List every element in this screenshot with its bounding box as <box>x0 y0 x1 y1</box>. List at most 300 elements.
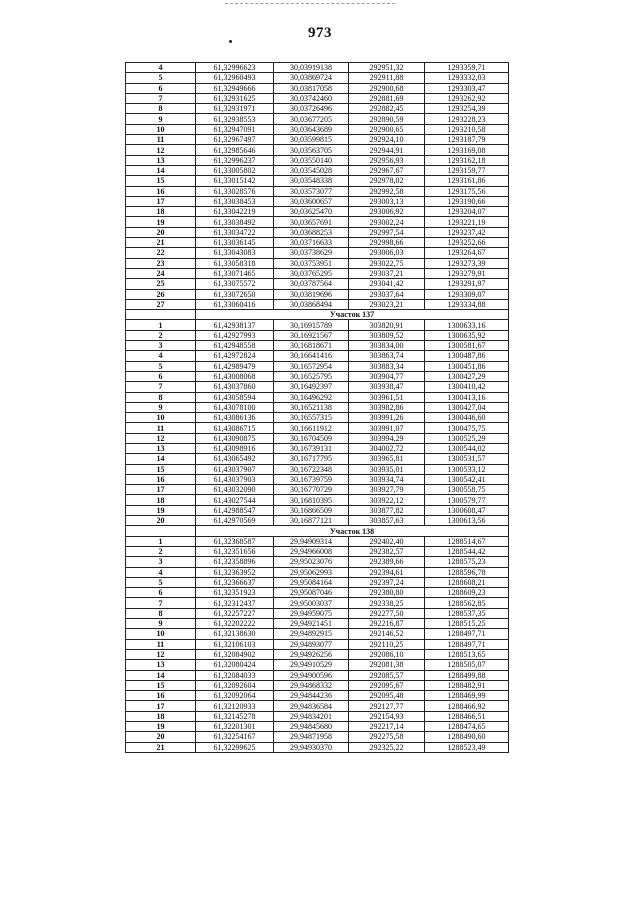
latitude-cell: 61,32351656 <box>196 546 274 556</box>
y-coordinate-cell: 1288466,92 <box>425 701 509 711</box>
y-coordinate-cell: 1293204,07 <box>425 207 509 217</box>
longitude-cell: 29,95023076 <box>274 557 349 567</box>
y-coordinate-cell: 1288562,85 <box>425 598 509 608</box>
x-coordinate-cell: 292095,48 <box>349 691 425 701</box>
table-row <box>126 619 509 629</box>
point-number-cell: 26 <box>126 289 196 299</box>
section-header-blank-cell <box>126 526 196 536</box>
point-number-cell: 17 <box>126 701 196 711</box>
table-row <box>126 423 509 433</box>
y-coordinate-cell: 1288497,71 <box>425 629 509 639</box>
y-coordinate-cell: 1293359,71 <box>425 63 509 73</box>
x-coordinate-cell: 303883,34 <box>349 361 425 371</box>
point-number-cell: 7 <box>126 93 196 103</box>
section-title: Участок 138 <box>196 526 509 536</box>
table-row <box>126 227 509 237</box>
longitude-cell: 30,03869724 <box>274 73 349 83</box>
x-coordinate-cell: 303809,52 <box>349 330 425 340</box>
longitude-cell: 30,16722348 <box>274 464 349 474</box>
section-header-row <box>126 526 509 536</box>
longitude-cell: 30,03657691 <box>274 217 349 227</box>
x-coordinate-cell: 292127,77 <box>349 701 425 711</box>
x-coordinate-cell: 292900,68 <box>349 83 425 93</box>
longitude-cell: 30,03563705 <box>274 145 349 155</box>
y-coordinate-cell: 1300608,47 <box>425 505 509 515</box>
latitude-cell: 61,32084033 <box>196 670 274 680</box>
y-coordinate-cell: 1293162,18 <box>425 155 509 165</box>
latitude-cell: 61,32363952 <box>196 567 274 577</box>
point-number-cell: 4 <box>126 351 196 361</box>
y-coordinate-cell: 1300451,86 <box>425 361 509 371</box>
latitude-cell: 61,43065492 <box>196 454 274 464</box>
y-coordinate-cell: 1293221,19 <box>425 217 509 227</box>
x-coordinate-cell: 292394,61 <box>349 567 425 577</box>
longitude-cell: 30,03817058 <box>274 83 349 93</box>
longitude-cell: 30,03548338 <box>274 176 349 186</box>
x-coordinate-cell: 303994,29 <box>349 433 425 443</box>
x-coordinate-cell: 293041,42 <box>349 279 425 289</box>
longitude-cell: 29,94844236 <box>274 691 349 701</box>
table-row <box>126 577 509 587</box>
x-coordinate-cell: 303961,51 <box>349 392 425 402</box>
point-number-cell: 19 <box>126 722 196 732</box>
y-coordinate-cell: 1300531,57 <box>425 454 509 464</box>
table-row <box>126 598 509 608</box>
x-coordinate-cell: 292967,67 <box>349 165 425 175</box>
point-number-cell: 15 <box>126 176 196 186</box>
y-coordinate-cell: 1293273,39 <box>425 258 509 268</box>
x-coordinate-cell: 293002,24 <box>349 217 425 227</box>
latitude-cell: 61,42988547 <box>196 505 274 515</box>
y-coordinate-cell: 1293237,42 <box>425 227 509 237</box>
y-coordinate-cell: 1293254,39 <box>425 104 509 114</box>
x-coordinate-cell: 303991,26 <box>349 413 425 423</box>
longitude-cell: 30,03643689 <box>274 124 349 134</box>
latitude-cell: 61,43098916 <box>196 443 274 453</box>
table-row <box>126 279 509 289</box>
x-coordinate-cell: 292380,80 <box>349 588 425 598</box>
longitude-cell: 30,16521138 <box>274 402 349 412</box>
x-coordinate-cell: 292997,54 <box>349 227 425 237</box>
point-number-cell: 8 <box>126 104 196 114</box>
latitude-cell: 61,42948558 <box>196 341 274 351</box>
point-number-cell: 13 <box>126 443 196 453</box>
latitude-cell: 61,32960493 <box>196 73 274 83</box>
longitude-cell: 30,16739759 <box>274 474 349 484</box>
point-number-cell: 11 <box>126 639 196 649</box>
longitude-cell: 29,94893077 <box>274 639 349 649</box>
longitude-cell: 30,16704509 <box>274 433 349 443</box>
latitude-cell: 61,32949666 <box>196 83 274 93</box>
x-coordinate-cell: 292978,02 <box>349 176 425 186</box>
y-coordinate-cell: 1288469,99 <box>425 691 509 701</box>
x-coordinate-cell: 303857,63 <box>349 516 425 526</box>
y-coordinate-cell: 1293159,77 <box>425 165 509 175</box>
point-number-cell: 18 <box>126 711 196 721</box>
longitude-cell: 30,03868494 <box>274 299 349 309</box>
point-number-cell: 18 <box>126 495 196 505</box>
table-row <box>126 516 509 526</box>
latitude-cell: 61,43037903 <box>196 474 274 484</box>
page-number: 973 <box>308 25 332 41</box>
latitude-cell: 61,33038492 <box>196 217 274 227</box>
y-coordinate-cell: 1300475,75 <box>425 423 509 433</box>
table-row <box>126 341 509 351</box>
latitude-cell: 61,43058594 <box>196 392 274 402</box>
table-row <box>126 63 509 73</box>
latitude-cell: 61,42970569 <box>196 516 274 526</box>
table-row <box>126 382 509 392</box>
longitude-cell: 30,16770729 <box>274 485 349 495</box>
x-coordinate-cell: 292216,87 <box>349 619 425 629</box>
x-coordinate-cell: 292882,45 <box>349 104 425 114</box>
latitude-cell: 61,32996237 <box>196 155 274 165</box>
longitude-cell: 30,16496292 <box>274 392 349 402</box>
y-coordinate-cell: 1293210,58 <box>425 124 509 134</box>
y-coordinate-cell: 1293262,92 <box>425 93 509 103</box>
table-row <box>126 320 509 330</box>
longitude-cell: 30,03765295 <box>274 268 349 278</box>
point-number-cell: 17 <box>126 485 196 495</box>
latitude-cell: 61,33005802 <box>196 165 274 175</box>
x-coordinate-cell: 303927,79 <box>349 485 425 495</box>
latitude-cell: 61,33058318 <box>196 258 274 268</box>
latitude-cell: 61,32084902 <box>196 649 274 659</box>
point-number-cell: 16 <box>126 186 196 196</box>
x-coordinate-cell: 303904,77 <box>349 371 425 381</box>
y-coordinate-cell: 1288514,67 <box>425 536 509 546</box>
y-coordinate-cell: 1288544,42 <box>425 546 509 556</box>
x-coordinate-cell: 292924,10 <box>349 135 425 145</box>
latitude-cell: 61,43090875 <box>196 433 274 443</box>
latitude-cell: 61,43008068 <box>196 371 274 381</box>
y-coordinate-cell: 1288490,60 <box>425 732 509 742</box>
latitude-cell: 61,32312437 <box>196 598 274 608</box>
table-row <box>126 495 509 505</box>
x-coordinate-cell: 292900,65 <box>349 124 425 134</box>
x-coordinate-cell: 303863,74 <box>349 351 425 361</box>
table-row <box>126 546 509 556</box>
x-coordinate-cell: 292402,40 <box>349 536 425 546</box>
latitude-cell: 61,32931625 <box>196 93 274 103</box>
latitude-cell: 61,42989479 <box>196 361 274 371</box>
table-row <box>126 351 509 361</box>
table-row <box>126 557 509 567</box>
longitude-cell: 30,03550140 <box>274 155 349 165</box>
table-row <box>126 413 509 423</box>
table-row <box>126 93 509 103</box>
y-coordinate-cell: 1293279,91 <box>425 268 509 278</box>
y-coordinate-cell: 1288575,23 <box>425 557 509 567</box>
table-row <box>126 660 509 670</box>
table-row <box>126 443 509 453</box>
y-coordinate-cell: 1300635,92 <box>425 330 509 340</box>
y-coordinate-cell: 1300542,41 <box>425 474 509 484</box>
longitude-cell: 30,03688253 <box>274 227 349 237</box>
longitude-cell: 30,16492397 <box>274 382 349 392</box>
longitude-cell: 29,94926256 <box>274 649 349 659</box>
latitude-cell: 61,32138630 <box>196 629 274 639</box>
table-row <box>126 464 509 474</box>
longitude-cell: 30,16739131 <box>274 443 349 453</box>
x-coordinate-cell: 293037,21 <box>349 268 425 278</box>
point-number-cell: 13 <box>126 660 196 670</box>
y-coordinate-cell: 1300613,56 <box>425 516 509 526</box>
point-number-cell: 10 <box>126 124 196 134</box>
y-coordinate-cell: 1293228,23 <box>425 114 509 124</box>
y-coordinate-cell: 1288482,91 <box>425 680 509 690</box>
y-coordinate-cell: 1293334,88 <box>425 299 509 309</box>
table-row <box>126 680 509 690</box>
latitude-cell: 61,33060416 <box>196 299 274 309</box>
longitude-cell: 30,16921567 <box>274 330 349 340</box>
x-coordinate-cell: 303938,47 <box>349 382 425 392</box>
latitude-cell: 61,32358896 <box>196 557 274 567</box>
y-coordinate-cell: 1300487,86 <box>425 351 509 361</box>
latitude-cell: 61,33038453 <box>196 196 274 206</box>
longitude-cell: 30,16572954 <box>274 361 349 371</box>
point-number-cell: 10 <box>126 629 196 639</box>
latitude-cell: 61,32299625 <box>196 742 274 752</box>
table-row <box>126 83 509 93</box>
point-number-cell: 14 <box>126 454 196 464</box>
section-header-blank-cell <box>126 310 196 320</box>
longitude-cell: 30,03726496 <box>274 104 349 114</box>
point-number-cell: 6 <box>126 371 196 381</box>
longitude-cell: 30,16877121 <box>274 516 349 526</box>
table-row <box>126 165 509 175</box>
x-coordinate-cell: 292992,58 <box>349 186 425 196</box>
table-row <box>126 238 509 248</box>
point-number-cell: 14 <box>126 165 196 175</box>
latitude-cell: 61,33015142 <box>196 176 274 186</box>
coordinates-table <box>125 62 509 753</box>
table-row <box>126 567 509 577</box>
x-coordinate-cell: 293037,64 <box>349 289 425 299</box>
latitude-cell: 61,32947091 <box>196 124 274 134</box>
y-coordinate-cell: 1288596,78 <box>425 567 509 577</box>
longitude-cell: 29,94966008 <box>274 546 349 556</box>
latitude-cell: 61,32080424 <box>196 660 274 670</box>
longitude-cell: 30,16915789 <box>274 320 349 330</box>
table-row <box>126 114 509 124</box>
longitude-cell: 29,94900596 <box>274 670 349 680</box>
x-coordinate-cell: 292154,93 <box>349 711 425 721</box>
latitude-cell: 61,33036145 <box>196 238 274 248</box>
longitude-cell: 29,94921451 <box>274 619 349 629</box>
point-number-cell: 8 <box>126 608 196 618</box>
point-number-cell: 2 <box>126 546 196 556</box>
longitude-cell: 29,94845680 <box>274 722 349 732</box>
longitude-cell: 30,16818671 <box>274 341 349 351</box>
x-coordinate-cell: 292081,38 <box>349 660 425 670</box>
x-coordinate-cell: 292389,66 <box>349 557 425 567</box>
latitude-cell: 61,42927993 <box>196 330 274 340</box>
latitude-cell: 61,32145278 <box>196 711 274 721</box>
table-row <box>126 536 509 546</box>
table-row <box>126 176 509 186</box>
latitude-cell: 61,32368587 <box>196 536 274 546</box>
table-row <box>126 289 509 299</box>
point-number-cell: 12 <box>126 145 196 155</box>
point-number-cell: 6 <box>126 588 196 598</box>
x-coordinate-cell: 292951,32 <box>349 63 425 73</box>
x-coordinate-cell: 293006,92 <box>349 207 425 217</box>
point-number-cell: 9 <box>126 402 196 412</box>
x-coordinate-cell: 292085,57 <box>349 670 425 680</box>
table-row <box>126 186 509 196</box>
point-number-cell: 21 <box>126 238 196 248</box>
coordinates-table-body <box>126 63 509 753</box>
point-number-cell: 8 <box>126 392 196 402</box>
longitude-cell: 30,16717795 <box>274 454 349 464</box>
x-coordinate-cell: 292890,59 <box>349 114 425 124</box>
table-row <box>126 588 509 598</box>
point-number-cell: 6 <box>126 83 196 93</box>
point-number-cell: 15 <box>126 464 196 474</box>
table-row <box>126 258 509 268</box>
table-row <box>126 670 509 680</box>
latitude-cell: 61,33075572 <box>196 279 274 289</box>
table-row <box>126 505 509 515</box>
point-number-cell: 18 <box>126 207 196 217</box>
y-coordinate-cell: 1288537,35 <box>425 608 509 618</box>
table-row <box>126 454 509 464</box>
point-number-cell: 1 <box>126 536 196 546</box>
latitude-cell: 61,32202222 <box>196 619 274 629</box>
x-coordinate-cell: 303820,91 <box>349 320 425 330</box>
point-number-cell: 19 <box>126 217 196 227</box>
y-coordinate-cell: 1288497,71 <box>425 639 509 649</box>
point-number-cell: 20 <box>126 227 196 237</box>
x-coordinate-cell: 292217,14 <box>349 722 425 732</box>
x-coordinate-cell: 304002,72 <box>349 443 425 453</box>
y-coordinate-cell: 1288474,65 <box>425 722 509 732</box>
x-coordinate-cell: 303922,12 <box>349 495 425 505</box>
point-number-cell: 15 <box>126 680 196 690</box>
longitude-cell: 30,03677205 <box>274 114 349 124</box>
point-number-cell: 3 <box>126 557 196 567</box>
x-coordinate-cell: 292998,66 <box>349 238 425 248</box>
y-coordinate-cell: 1300533,12 <box>425 464 509 474</box>
point-number-cell: 20 <box>126 516 196 526</box>
point-number-cell: 11 <box>126 423 196 433</box>
longitude-cell: 29,94834201 <box>274 711 349 721</box>
y-coordinate-cell: 1300427,29 <box>425 371 509 381</box>
y-coordinate-cell: 1293303,47 <box>425 83 509 93</box>
x-coordinate-cell: 292146,52 <box>349 629 425 639</box>
latitude-cell: 61,32106103 <box>196 639 274 649</box>
section-header-row <box>126 310 509 320</box>
latitude-cell: 61,32092604 <box>196 680 274 690</box>
point-number-cell: 22 <box>126 248 196 258</box>
longitude-cell: 30,03738629 <box>274 248 349 258</box>
longitude-cell: 30,16641416 <box>274 351 349 361</box>
latitude-cell: 61,43032090 <box>196 485 274 495</box>
y-coordinate-cell: 1288523,49 <box>425 742 509 752</box>
table-row <box>126 217 509 227</box>
longitude-cell: 30,16525795 <box>274 371 349 381</box>
point-number-cell: 7 <box>126 382 196 392</box>
point-number-cell: 2 <box>126 330 196 340</box>
y-coordinate-cell: 1293332,03 <box>425 73 509 83</box>
point-number-cell: 3 <box>126 341 196 351</box>
point-number-cell: 19 <box>126 505 196 515</box>
latitude-cell: 61,32351923 <box>196 588 274 598</box>
latitude-cell: 61,32092064 <box>196 691 274 701</box>
longitude-cell: 30,16810395 <box>274 495 349 505</box>
longitude-cell: 30,03599815 <box>274 135 349 145</box>
x-coordinate-cell: 303991,07 <box>349 423 425 433</box>
longitude-cell: 29,95087046 <box>274 588 349 598</box>
x-coordinate-cell: 293022,75 <box>349 258 425 268</box>
longitude-cell: 30,03545028 <box>274 165 349 175</box>
section-title: Участок 137 <box>196 310 509 320</box>
point-number-cell: 23 <box>126 258 196 268</box>
longitude-cell: 30,16611912 <box>274 423 349 433</box>
y-coordinate-cell: 1300581,67 <box>425 341 509 351</box>
x-coordinate-cell: 292397,24 <box>349 577 425 587</box>
latitude-cell: 61,43078100 <box>196 402 274 412</box>
latitude-cell: 61,32985646 <box>196 145 274 155</box>
latitude-cell: 61,43027544 <box>196 495 274 505</box>
x-coordinate-cell: 293023,21 <box>349 299 425 309</box>
x-coordinate-cell: 303877,82 <box>349 505 425 515</box>
latitude-cell: 61,32938553 <box>196 114 274 124</box>
x-coordinate-cell: 292956,93 <box>349 155 425 165</box>
latitude-cell: 61,43086136 <box>196 413 274 423</box>
latitude-cell: 61,32120933 <box>196 701 274 711</box>
longitude-cell: 30,03819696 <box>274 289 349 299</box>
point-number-cell: 27 <box>126 299 196 309</box>
table-row <box>126 371 509 381</box>
longitude-cell: 29,94836584 <box>274 701 349 711</box>
table-row <box>126 402 509 412</box>
y-coordinate-cell: 1288608,21 <box>425 577 509 587</box>
latitude-cell: 61,32257227 <box>196 608 274 618</box>
table-row <box>126 392 509 402</box>
longitude-cell: 30,03753951 <box>274 258 349 268</box>
latitude-cell: 61,33043083 <box>196 248 274 258</box>
table-row <box>126 299 509 309</box>
y-coordinate-cell: 1293309,07 <box>425 289 509 299</box>
longitude-cell: 29,95003037 <box>274 598 349 608</box>
latitude-cell: 61,42938137 <box>196 320 274 330</box>
longitude-cell: 30,03600657 <box>274 196 349 206</box>
point-number-cell: 25 <box>126 279 196 289</box>
table-row <box>126 248 509 258</box>
longitude-cell: 29,95084164 <box>274 577 349 587</box>
y-coordinate-cell: 1293252,66 <box>425 238 509 248</box>
y-coordinate-cell: 1293291,97 <box>425 279 509 289</box>
y-coordinate-cell: 1300410,42 <box>425 382 509 392</box>
x-coordinate-cell: 292325,22 <box>349 742 425 752</box>
longitude-cell: 29,94868332 <box>274 680 349 690</box>
x-coordinate-cell: 303834,00 <box>349 341 425 351</box>
table-row <box>126 207 509 217</box>
longitude-cell: 29,94871958 <box>274 732 349 742</box>
y-coordinate-cell: 1293187,79 <box>425 135 509 145</box>
table-row <box>126 629 509 639</box>
point-number-cell: 20 <box>126 732 196 742</box>
y-coordinate-cell: 1300558,75 <box>425 485 509 495</box>
point-number-cell: 4 <box>126 63 196 73</box>
latitude-cell: 61,32967497 <box>196 135 274 145</box>
longitude-cell: 29,94910529 <box>274 660 349 670</box>
y-coordinate-cell: 1288505,07 <box>425 660 509 670</box>
x-coordinate-cell: 292095,67 <box>349 680 425 690</box>
latitude-cell: 61,42972824 <box>196 351 274 361</box>
